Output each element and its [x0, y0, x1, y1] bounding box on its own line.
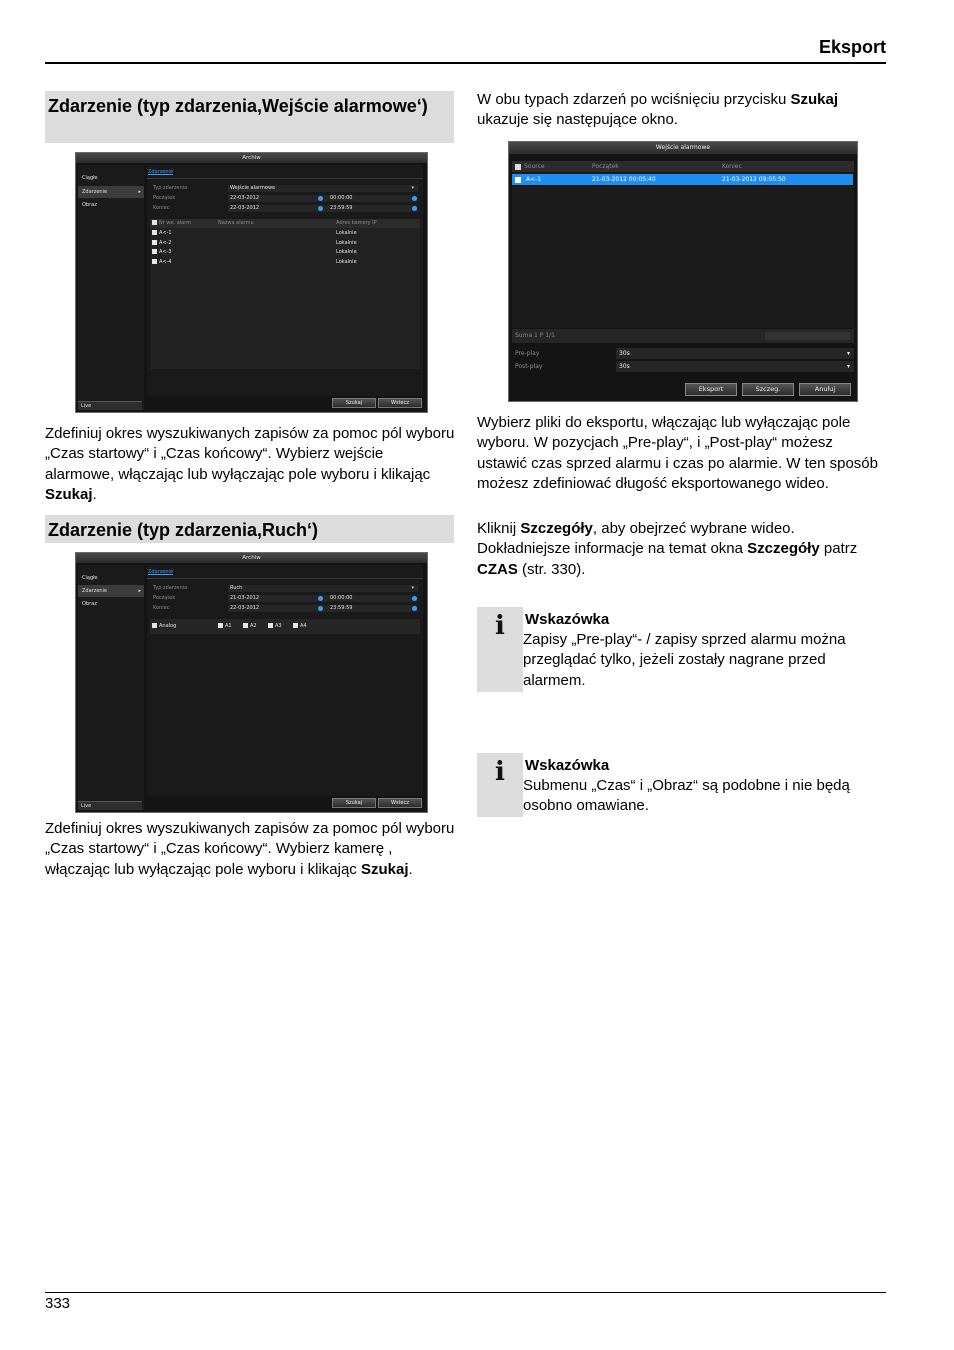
result-row-selected[interactable]	[512, 174, 853, 185]
page-header-title: Eksport	[818, 37, 886, 57]
dvr-side-item-continuous[interactable]: Ciągłe	[82, 175, 98, 181]
dvr-list-header	[150, 219, 420, 228]
dvr-field-event-type[interactable]	[150, 184, 420, 193]
camera-label: Analog	[159, 623, 177, 629]
dvr-live-button[interactable]: Live	[78, 801, 142, 810]
checkbox[interactable]	[293, 623, 298, 628]
dvr-main-panel	[147, 165, 423, 396]
calendar-icon[interactable]	[318, 196, 323, 201]
result-summary: Suma 1 P 1/1	[515, 332, 555, 339]
field-time: 23:59:59	[330, 205, 353, 211]
dvr-search-button[interactable]: Szukaj	[332, 398, 376, 408]
dvr-sidebar	[78, 165, 144, 410]
dvr-side-item-image[interactable]: Obraz	[82, 202, 97, 208]
info-glyph: i	[495, 757, 505, 787]
right-intro	[477, 90, 887, 131]
column-header: Koniec	[722, 163, 742, 170]
checkbox[interactable]	[152, 230, 157, 235]
export-button[interactable]: Eksport	[685, 383, 737, 396]
result-window-title: Wejście alarmowe	[509, 142, 857, 154]
dvr-main-panel	[147, 565, 423, 796]
calendar-icon[interactable]	[318, 596, 323, 601]
dvr-tab-event[interactable]: Zdarzenie	[148, 169, 174, 175]
search-result-window	[508, 141, 858, 402]
field-label: Typ zdarzenia	[153, 185, 188, 191]
column-header: Adres kamery IP	[336, 220, 377, 226]
result-pagination	[512, 329, 854, 343]
clock-icon[interactable]	[412, 196, 417, 201]
checkbox[interactable]	[268, 623, 273, 628]
camera-option[interactable]	[243, 622, 257, 632]
result-list-area	[512, 186, 854, 328]
dvr-side-item-continuous[interactable]: Ciągłe	[82, 575, 98, 581]
clock-icon[interactable]	[412, 206, 417, 211]
section-heading-motion: Zdarzenie (typ zdarzenia,Ruch‘)	[45, 515, 454, 543]
dvr-alarm-list	[150, 219, 420, 369]
field-label: Koniec	[153, 205, 170, 211]
dvr-side-item-label: Zdarzenie	[82, 189, 108, 195]
field-value: 22-03-2012	[230, 205, 260, 211]
field-time: 00:00:00	[330, 595, 353, 601]
alarm-id: A<-1	[159, 230, 172, 236]
dvr-side-item-image[interactable]: Obraz	[82, 601, 97, 607]
alarm-address: Lokalnie	[336, 258, 357, 265]
paragraph-bold: Szczegóły	[520, 520, 593, 537]
checkbox[interactable]	[152, 623, 157, 628]
dvr-field-event-type[interactable]	[150, 584, 420, 593]
paragraph-end: .	[92, 485, 97, 503]
header-rule	[45, 62, 886, 64]
paragraph-bold: Szukaj	[790, 91, 839, 108]
alarm-address: Lokalnie	[336, 239, 357, 246]
field-value: 21-03-2012	[230, 595, 260, 601]
field-label: Pre-play	[515, 350, 540, 357]
field-value: 30s	[619, 363, 630, 370]
paragraph-bold: Szukaj	[45, 485, 93, 503]
checkbox[interactable]	[515, 164, 521, 170]
paragraph-bold: CZAS	[477, 560, 518, 578]
alarm-id: A<-3	[159, 249, 172, 255]
result-start: 21-03-2012 00:05:40	[592, 176, 656, 183]
list-item[interactable]	[150, 229, 420, 239]
clock-icon[interactable]	[412, 606, 417, 611]
info-icon	[477, 753, 523, 817]
field-label: Początek	[153, 195, 176, 201]
divider	[147, 178, 423, 179]
dvr-side-item-event[interactable]	[78, 186, 144, 198]
paragraph-bold: Szukaj	[360, 860, 409, 878]
checkbox[interactable]	[152, 220, 157, 225]
chevron-right-icon: ▸	[138, 189, 141, 195]
field-value: 30s	[619, 350, 630, 357]
camera-row	[150, 622, 420, 632]
result-end: 21-03-2012 09:05:50	[722, 176, 786, 183]
chevron-down-icon: ▾	[411, 585, 414, 591]
right-paragraph-details	[477, 519, 887, 580]
camera-label: A2	[250, 623, 257, 629]
dvr-tab-event[interactable]: Zdarzenie	[148, 569, 174, 575]
dvr-live-button[interactable]: Live	[78, 401, 142, 410]
camera-option[interactable]	[268, 622, 282, 632]
dvr-side-item-event[interactable]	[78, 585, 144, 597]
cancel-button[interactable]: Anuluj	[799, 383, 851, 396]
dvr-search-button[interactable]: Szukaj	[332, 798, 376, 808]
alarm-address: Lokalnie	[336, 230, 357, 236]
dvr-window-title: Archiw	[76, 153, 427, 163]
paragraph-end: .	[408, 860, 413, 878]
checkbox[interactable]	[218, 623, 223, 628]
paragraph-text: (str. 330).	[522, 560, 586, 578]
calendar-icon[interactable]	[318, 606, 323, 611]
field-value: 22-03-2012	[230, 195, 260, 201]
field-label: Post-play	[515, 363, 543, 370]
footer-rule	[45, 1292, 886, 1293]
dvr-screenshot-motion	[75, 552, 428, 813]
field-label: Początek	[153, 595, 176, 601]
alarm-id: A<-4	[159, 258, 172, 265]
details-button[interactable]: Szczeg.	[742, 383, 794, 396]
chevron-down-icon: ▾	[846, 363, 850, 370]
dvr-back-button[interactable]: Wstecz	[378, 398, 422, 408]
paragraph-text: W obu typach zdarzeń po wciśnięciu przycisku	[477, 91, 787, 108]
dvr-sidebar	[78, 565, 144, 810]
checkbox[interactable]	[152, 240, 157, 245]
checkbox[interactable]	[243, 623, 248, 628]
clock-icon[interactable]	[412, 596, 417, 601]
dvr-side-item-label: Zdarzenie	[82, 588, 108, 594]
info-icon	[477, 607, 523, 692]
paragraph-text: patrz	[823, 540, 858, 558]
list-item[interactable]	[150, 248, 420, 258]
hint-title: Wskazówka	[525, 757, 610, 774]
checkbox[interactable]	[515, 177, 521, 183]
result-list-header	[512, 161, 854, 172]
paragraph-text: Zdefiniuj okres wyszukiwanych zapisów za pomoc pól wyboru „Czas startowy“ i „Czas końcowy“. Wybierz wejście alarmowe, włączając lub wyłączając pole wyboru i klikając	[45, 425, 455, 483]
info-glyph: i	[495, 611, 505, 641]
page-number: 333	[45, 1295, 71, 1312]
camera-label: A4	[300, 623, 307, 629]
list-item[interactable]	[150, 239, 420, 249]
result-source: A<-1	[526, 176, 542, 183]
column-header: Source	[524, 163, 545, 170]
checkbox[interactable]	[152, 259, 157, 264]
chevron-down-icon: ▾	[846, 350, 850, 357]
column-header: Nazwa alarmu	[218, 220, 254, 226]
dvr-field-start[interactable]	[150, 594, 420, 603]
paragraph-end: ukazuje się następujące okno.	[477, 111, 678, 129]
section-heading-alarm: Zdarzenie (typ zdarzenia,Wejście alarmowe‘)	[45, 91, 454, 143]
field-value: Ruch	[230, 585, 243, 591]
alarm-address: Lokalnie	[336, 249, 357, 255]
camera-option[interactable]	[152, 622, 176, 632]
hint-title: Wskazówka	[525, 611, 610, 628]
divider	[147, 578, 423, 579]
list-item[interactable]	[150, 258, 420, 268]
column-header: Nr we. alarm	[159, 220, 192, 226]
dvr-field-end[interactable]	[150, 204, 420, 213]
camera-option[interactable]	[218, 622, 232, 632]
paragraph-text: Kliknij	[477, 520, 517, 537]
camera-option[interactable]	[293, 622, 307, 632]
field-label: Typ zdarzenia	[153, 585, 188, 591]
dvr-back-button[interactable]: Wstecz	[378, 798, 422, 808]
field-value: 22-03-2012	[230, 605, 260, 611]
hint-text: Zapisy „Pre-play“- / zapisy sprzed alarmu można przeglądać tylko, jeżeli zostały nagrane przed alarmem.	[523, 631, 846, 689]
calendar-icon[interactable]	[318, 206, 323, 211]
paragraph-bold: Szczegóły	[747, 540, 820, 558]
postplay-field[interactable]	[512, 361, 854, 372]
chevron-down-icon: ▾	[411, 185, 414, 191]
section2-paragraph	[45, 819, 455, 880]
dvr-field-end[interactable]	[150, 604, 420, 613]
dvr-field-start[interactable]	[150, 194, 420, 203]
field-time: 00:00:00	[330, 195, 353, 201]
preplay-field[interactable]	[512, 348, 854, 359]
hint-text: Submenu „Czas“ i „Obraz“ są podobne i nie będą osobno omawiane.	[523, 777, 850, 815]
right-paragraph-export: Wybierz pliki do eksportu, włączając lub wyłączając pole wyboru. W pozycjach „Pre-play“, i „Post-play“ możesz ustawić czas sprzed alarmu i czas po alarmie. W ten sposób możesz zdefiniować długość eksportowanego wideo.	[477, 414, 878, 492]
field-time: 23:59:59	[330, 605, 353, 611]
checkbox[interactable]	[152, 249, 157, 254]
chevron-right-icon: ▸	[138, 588, 141, 594]
section1-paragraph	[45, 424, 455, 505]
camera-label: A1	[225, 623, 232, 629]
alarm-id: A<-2	[159, 239, 172, 246]
dvr-window-title: Archiw	[76, 553, 427, 563]
dvr-camera-selector	[150, 619, 420, 634]
field-value: Wejście alarmowe	[230, 185, 276, 191]
paragraph-text: , aby obejrzeć wybrane wideo. Dokładniejsze informacje na temat okna	[477, 520, 795, 558]
column-header: Początek	[592, 163, 619, 170]
camera-label: A3	[275, 623, 282, 629]
page-navigator[interactable]	[765, 332, 850, 340]
dvr-screenshot-alarm	[75, 152, 428, 413]
paragraph-text: Zdefiniuj okres wyszukiwanych zapisów za pomoc pól wyboru „Czas startowy“ i „Czas końcowy“. Wybierz kamerę , włączając lub wyłączając pole wyboru i klikając	[45, 820, 455, 878]
field-label: Koniec	[153, 605, 170, 611]
